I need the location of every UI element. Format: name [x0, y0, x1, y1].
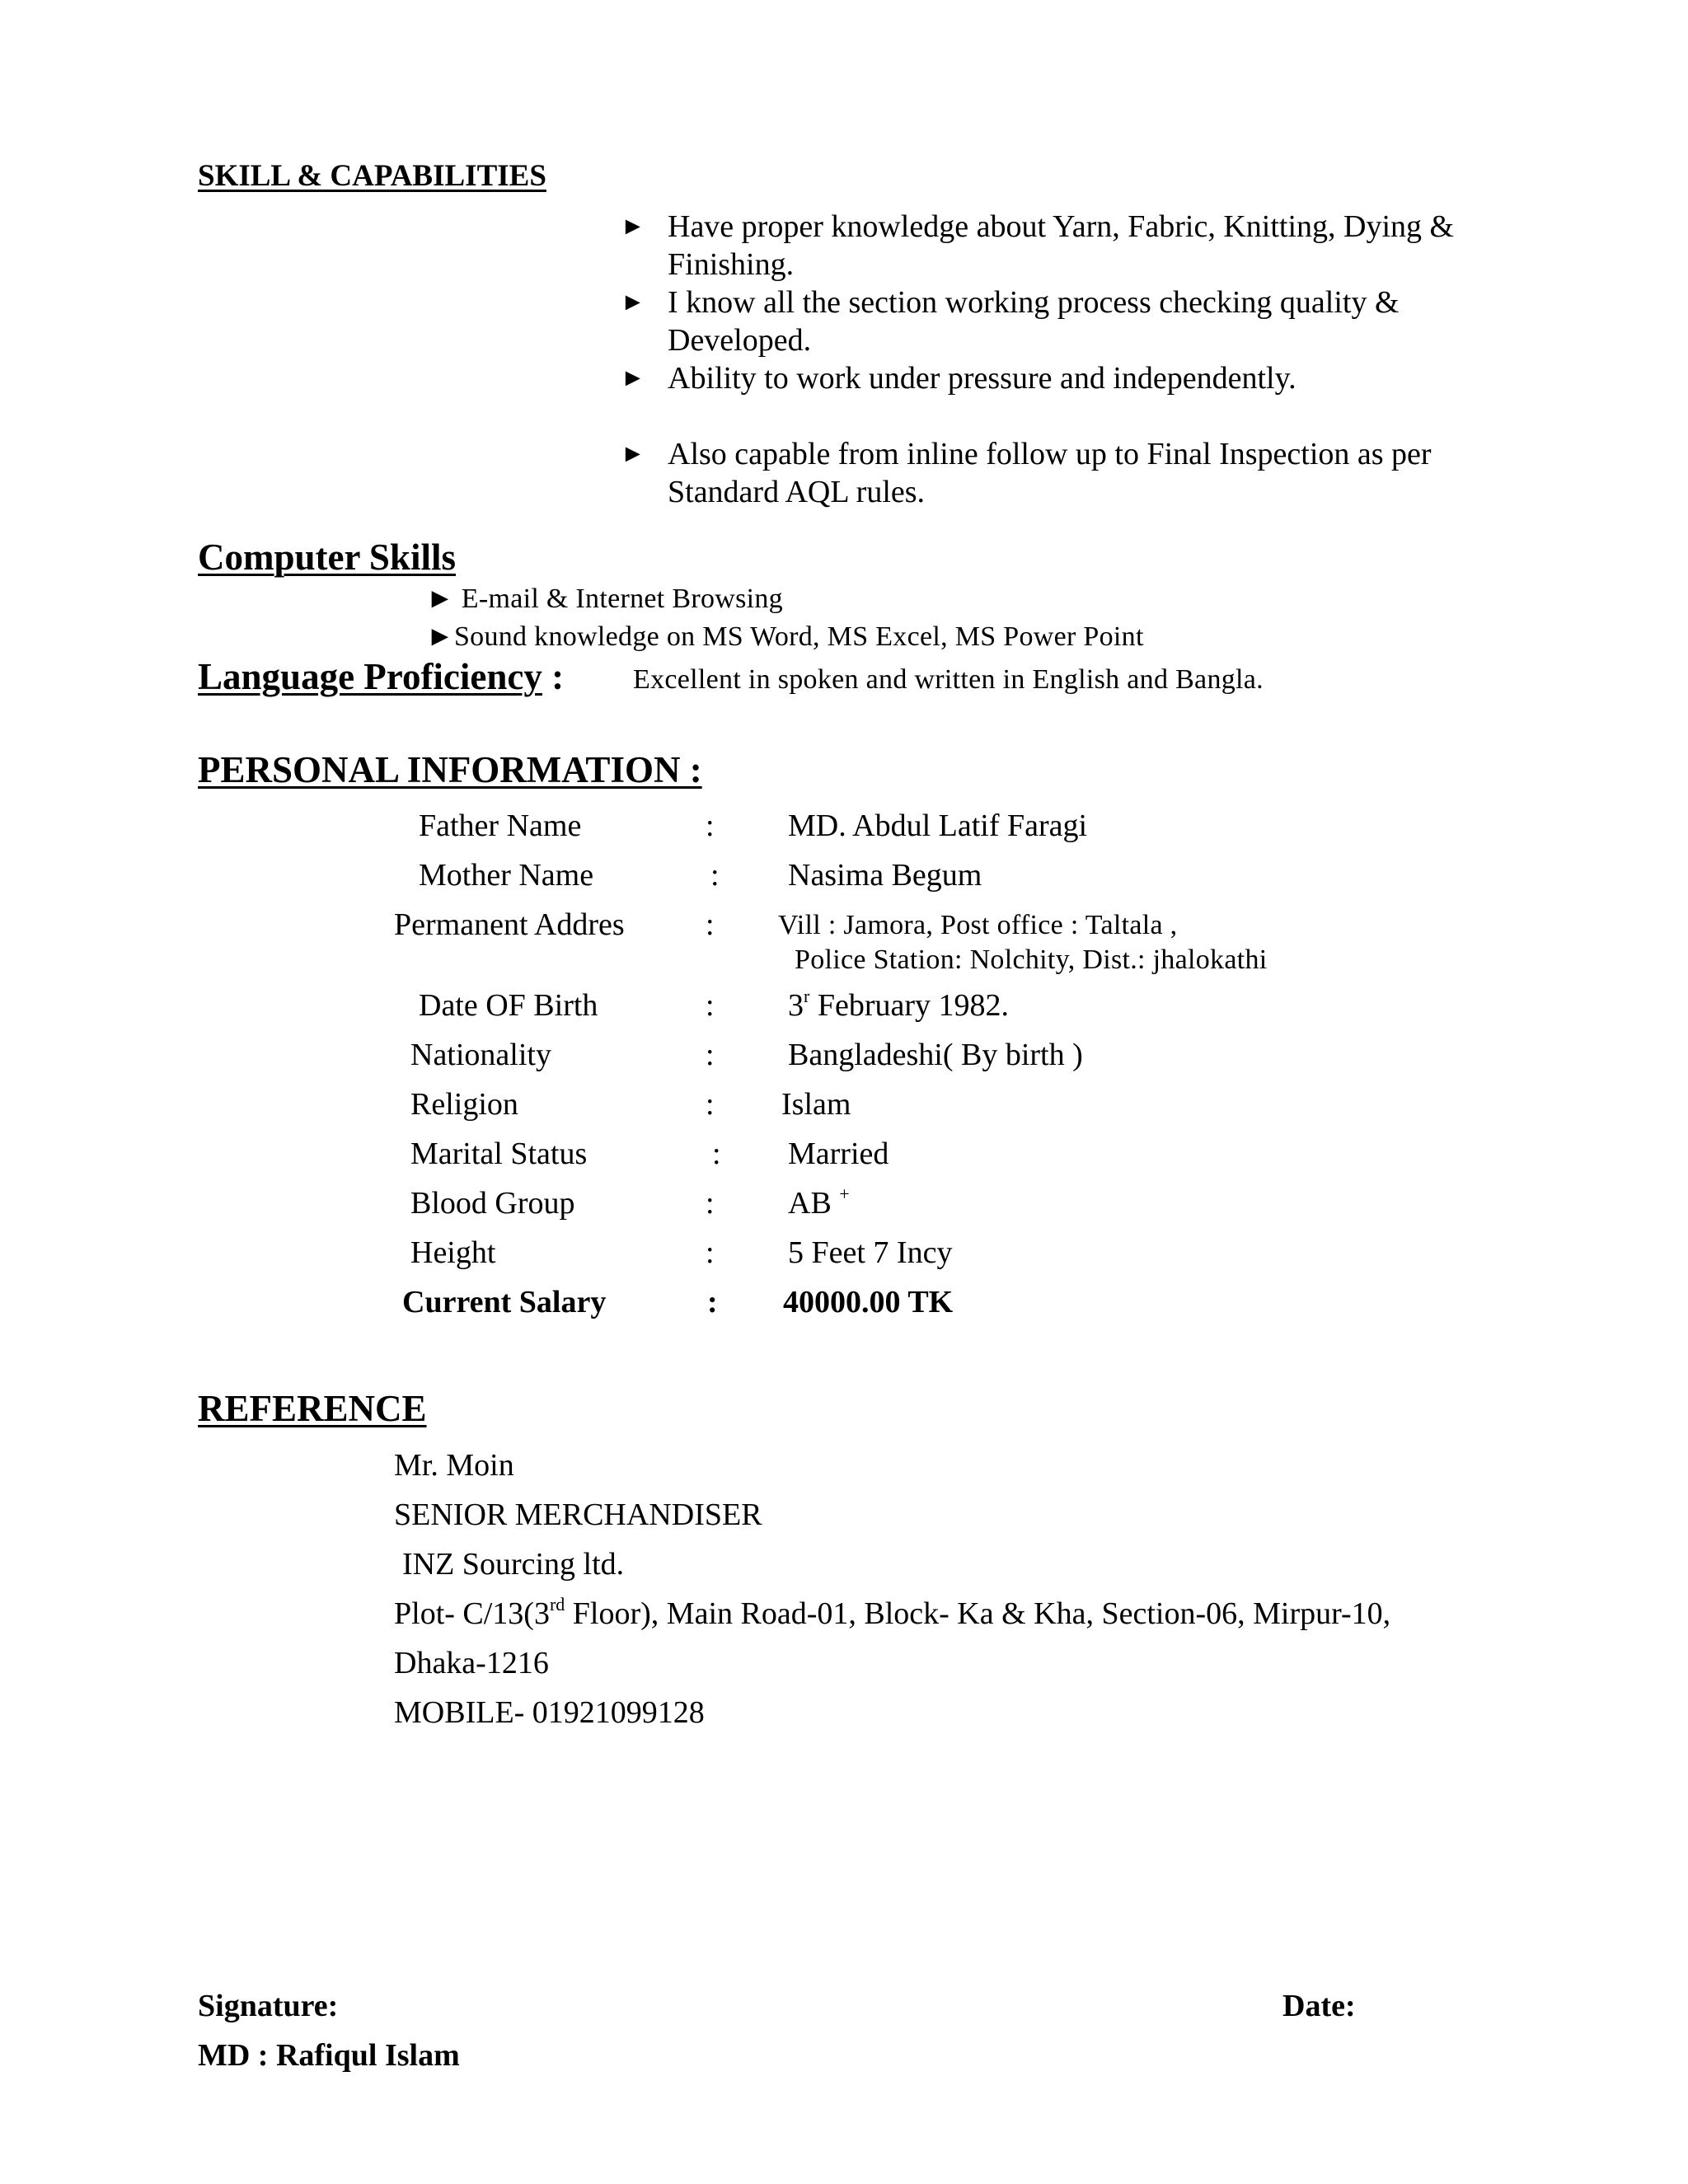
address-value-line2: Police Station: Nolchity, Dist.: jhalokathi — [795, 944, 1268, 975]
marital-status-label: Marital Status — [410, 1137, 588, 1171]
reference-city: Dhaka-1216 — [394, 1646, 549, 1680]
reference-mobile: MOBILE- 01921099128 — [394, 1695, 705, 1730]
religion-value: Islam — [781, 1087, 851, 1122]
current-salary-value: 40000.00 TK — [783, 1285, 954, 1319]
address-label: Permanent Addres — [394, 907, 625, 942]
date-label: Date: — [1282, 1989, 1356, 2023]
reference-title: SENIOR MERCHANDISER — [394, 1497, 762, 1532]
colon: : — [707, 1285, 718, 1319]
reference-company: INZ Sourcing ltd. — [402, 1547, 625, 1582]
bullet-icon: ► — [426, 621, 454, 652]
nationality-label: Nationality — [410, 1038, 551, 1072]
colon: : — [706, 1186, 715, 1221]
height-label: Height — [410, 1235, 496, 1270]
reference-name: Mr. Moin — [394, 1448, 514, 1483]
reference-heading: REFERENCE — [198, 1388, 427, 1429]
reference-address: Plot- C/13(3rd Floor), Main Road-01, Block- Ka & Kha, Section-06, Mirpur-10, — [394, 1594, 1391, 1631]
bullet-icon: ► — [621, 213, 645, 240]
nationality-value: Bangladeshi( By birth ) — [788, 1038, 1083, 1072]
colon: : — [706, 808, 715, 843]
computer-skills-heading: Computer Skills — [198, 537, 456, 578]
bullet-icon: ► — [426, 583, 454, 614]
current-salary-label: Current Salary — [402, 1285, 607, 1319]
skill-item: Also capable from inline follow up to Final Inspection as per Standard AQL rules. — [668, 437, 1432, 509]
signatory-name: MD : Rafiqul Islam — [198, 2038, 460, 2073]
bullet-icon: ► — [621, 288, 645, 316]
bullet-icon: ► — [621, 364, 645, 391]
skill-item: Ability to work under pressure and independently. — [668, 361, 1296, 396]
colon: : — [706, 1235, 715, 1270]
religion-label: Religion — [410, 1087, 518, 1122]
mother-name-label: Mother Name — [419, 858, 594, 893]
colon: : — [706, 988, 715, 1023]
marital-status-value: Married — [788, 1137, 889, 1171]
computer-skill-item: ►Sound knowledge on MS Word, MS Excel, MS Power Point — [426, 621, 1144, 652]
signature-label: Signature: — [198, 1989, 339, 2023]
father-name-value: MD. Abdul Latif Faragi — [788, 808, 1088, 843]
colon: : — [706, 907, 715, 942]
personal-info-heading: PERSONAL INFORMATION : — [198, 749, 702, 790]
colon: : — [712, 1137, 721, 1171]
skills-heading: SKILL & CAPABILITIES — [198, 159, 546, 193]
language-heading: Language Proficiency : — [198, 656, 565, 697]
blood-group-value: AB + — [788, 1183, 850, 1221]
address-value-line1: Vill : Jamora, Post office : Taltala , — [778, 910, 1178, 940]
blood-group-label: Blood Group — [410, 1186, 575, 1221]
colon: : — [710, 858, 720, 893]
height-value: 5 Feet 7 Incy — [788, 1235, 953, 1270]
colon: : — [706, 1038, 715, 1072]
dob-label: Date OF Birth — [419, 988, 598, 1023]
father-name-label: Father Name — [419, 808, 582, 843]
bullet-icon: ► — [621, 440, 645, 467]
language-value: Excellent in spoken and written in English and Bangla. — [633, 664, 1264, 695]
skill-item: I know all the section working process checking quality & Developed. — [668, 285, 1400, 358]
mother-name-value: Nasima Begum — [788, 858, 982, 893]
dob-value: 3$^r$ February 1982. — [788, 986, 1010, 1023]
computer-skill-item: ► E-mail & Internet Browsing — [426, 583, 783, 614]
skill-item: Have proper knowledge about Yarn, Fabric, Knitting, Dying & Finishing. — [668, 209, 1455, 282]
colon: : — [706, 1087, 715, 1122]
